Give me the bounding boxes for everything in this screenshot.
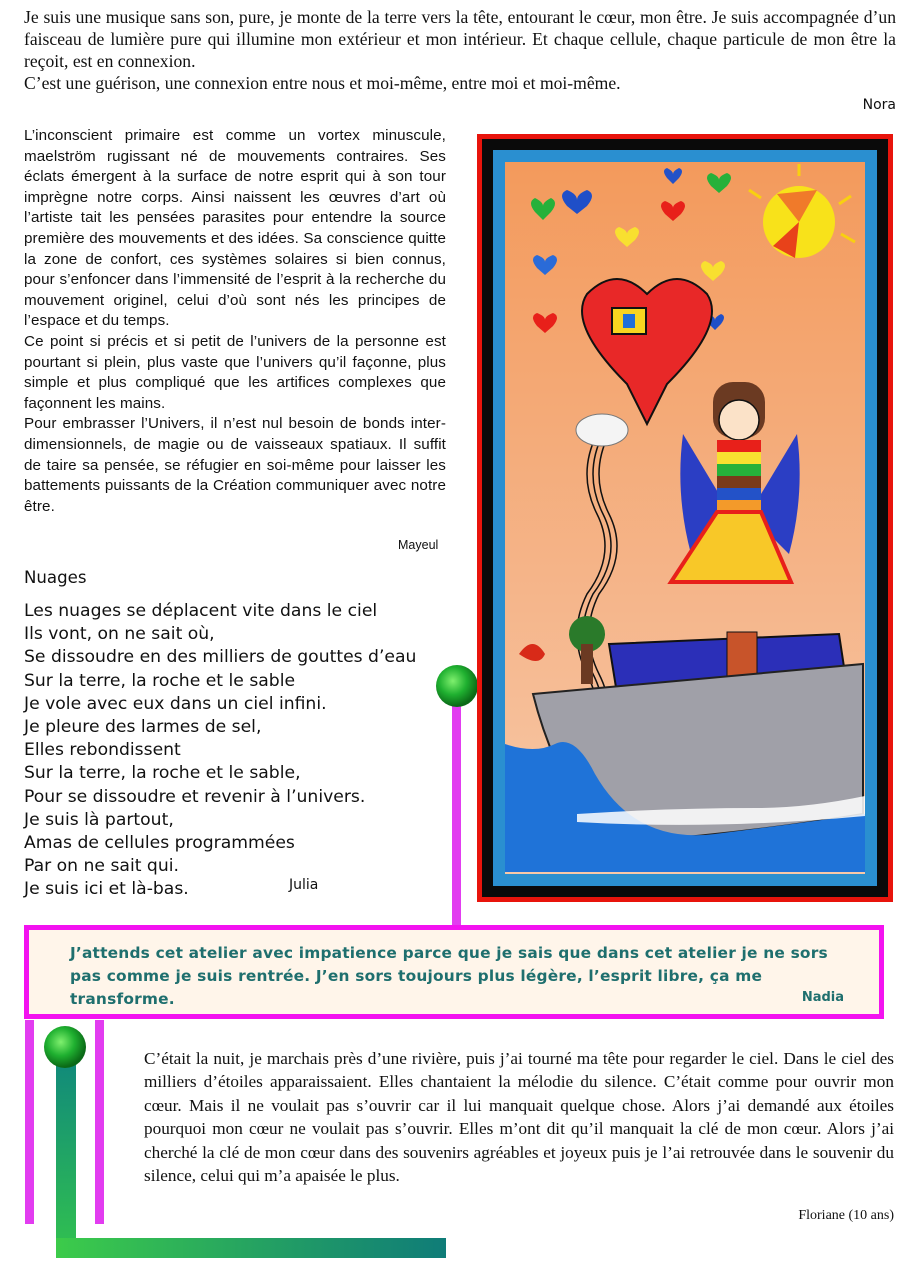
intro-paragraph-2: C’est une guérison, une connexion entre nous et moi-même, entre moi et moi-même.	[24, 73, 621, 93]
poem-line: Les nuages se déplacent vite dans le ciel	[24, 601, 378, 621]
poem-line: Sur la terre, la roche et le sable,	[24, 763, 301, 784]
teal-vertical-bar	[56, 1062, 76, 1258]
essay-author: Mayeul	[398, 538, 439, 552]
poem-line: Ils vont, on ne sait où,	[24, 624, 215, 645]
intro-paragraph: Je suis une musique sans son, pure, je monte de la terre vers la tête, entourant le cœur, mon être. Je suis accompagnée d’un faisceau de lumière pure qui illumine mon extérieur et mon intérieur. Et chaque cellule, chaque particule de mon être la reçoit, est en connexion.	[24, 7, 896, 71]
story-author: Floriane (10 ans)	[798, 1208, 894, 1223]
essay-paragraph: Pour embrasser l’Univers, il n’est nul besoin de bonds inter-dimensionnels, de magie ou de vaisseaux spatiaux. Il suffit de taire sa pensée, se réfugier en soi-même pour laisser les battements puissants de la Création communiquer avec notre être.	[24, 415, 446, 515]
intro-author: Nora	[862, 97, 896, 113]
essay-text-block	[24, 126, 446, 517]
poem-line: Par on ne sait qui.	[24, 856, 179, 877]
teal-horizontal-bar	[56, 1238, 446, 1258]
magenta-vertical-bar	[452, 700, 461, 928]
essay-paragraph: L’inconscient primaire est comme un vortex minuscule, maelström rugissant né de mouvements contraires. Ses éclats émergent à la surface de notre esprit qui à son tour imprègne notre corps. Ainsi naissent les œuvres d’art où l’artiste tait les pensées parasites pour entendre la source première des mouvements et des idées. Sa conscience quitte la zone de confort, ces systèmes solaires si bien connus, pour s’enfoncer dans l’immensité de l’esprit à la recherche du mouvement originel, celui d’où sont nés les principes de l’espace et du temps.	[24, 127, 446, 330]
poem-line: Je suis ici et là-bas.	[24, 879, 189, 900]
poem-line: Je vole avec eux dans un ciel infini.	[24, 693, 327, 714]
childrens-painting-image	[477, 134, 893, 902]
green-ball-icon	[42, 1024, 88, 1070]
intro-text-block	[24, 6, 896, 94]
poem-author: Julia	[289, 877, 319, 893]
magenta-left-bar	[25, 1020, 34, 1224]
poem-line: Sur la terre, la roche et le sable	[24, 670, 296, 691]
poem-line: Je pleure des larmes de sel,	[24, 717, 262, 738]
essay-paragraph: Ce point si précis et si petit de l’univers de la personne est pourtant si plein, plus vaste que l’univers qu’il façonne, plus simple et plus compliqué que les artifices complexes que façonnent les mains.	[24, 332, 446, 412]
poem-line: Amas de cellules programmées	[24, 833, 295, 854]
poem-line: Pour se dissoudre et revenir à l’univers.	[24, 786, 366, 807]
poem-lines	[24, 600, 416, 902]
poem-line: Je suis là partout,	[24, 809, 174, 830]
quote-text: J’attends cet atelier avec impatience parce que je sais que dans cet atelier je ne sors pas comme je suis rentrée. J’en sors toujours plus légère, l’esprit libre, ça me transforme.	[70, 944, 828, 1008]
poem-title: Nuages	[24, 568, 87, 587]
magenta-inner-bar	[95, 1020, 104, 1224]
green-ball-icon	[434, 663, 480, 709]
poem-line: Elles rebondissent	[24, 740, 181, 761]
poem-line: Se dissoudre en des milliers de gouttes d’eau	[24, 647, 417, 668]
story-text: C’était la nuit, je marchais près d’une rivière, puis j’ai tourné ma tête pour regarder le ciel. Dans le ciel des milliers d’étoiles apparaissaient. Elles chantaient la mélodie du silence. C’était comme pour ouvrir mon cœur. Mais il ne voulait pas s’ouvrir car il lui manquait quelque chose. Alors j’ai demandé aux étoiles pourquoi mon cœur ne voulait pas s’ouvrir. Elles m’ont dit qu’il manquait la clé de mon cœur. Alors j’ai cherché la clé de mon cœur dans des souvenirs agréables et joyeux puis je l’ai retrouvée dans le souvenir du silence, celui qui m’a apaisée le plus.	[144, 1049, 894, 1186]
quote-author: Nadia	[801, 990, 844, 1005]
